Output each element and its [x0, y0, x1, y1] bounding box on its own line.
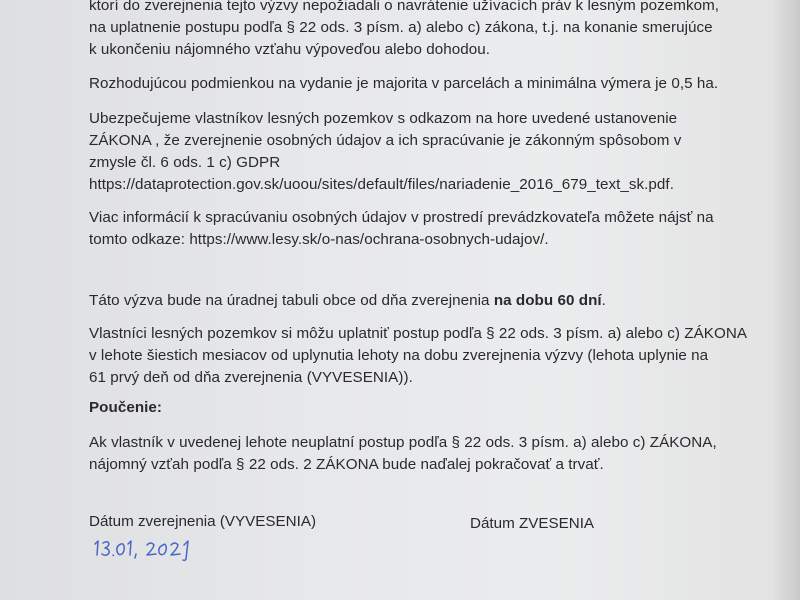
text-line: [89, 290, 749, 312]
paragraph-3: [89, 108, 749, 196]
date-published-label: Dátum zverejnenia (VYVESENIA): [89, 513, 317, 530]
page-shadow: [772, 0, 800, 600]
paragraph-4: [89, 207, 749, 251]
text-line: nájomný vzťah podľa § 22 ods. 2 ZÁKONA bude naďalej pokračovať a trvať.: [89, 456, 604, 473]
text-line: Rozhodujúcou podmienkou na vydanie je majorita v parcelách a minimálna výmera je 0,5 ha.: [89, 75, 719, 92]
poucenie-heading: [89, 397, 749, 419]
date-removed-label: Dátum ZVESENIA: [470, 515, 595, 532]
paragraph-7: [89, 432, 749, 476]
paragraph-2: [89, 73, 749, 95]
paragraph-6: [89, 323, 749, 389]
lesy-link-line[interactable]: tomto odkaze: https://www.lesy.sk/o-nas/ochrana-osobnych-udajov/.: [89, 231, 549, 248]
heading-text: Poučenie:: [89, 399, 163, 416]
text-line: v lehote šiestich mesiacov od uplynutia lehoty na dobu zverejnenia výzvy (lehota uplynie na: [89, 347, 709, 364]
text-line: Ak vlastník v uvedenej lehote neuplatní postup podľa § 22 ods. 3 písm. a) alebo c) ZÁKONA,: [89, 434, 717, 451]
text-line: ZÁKONA , že zverejnenie osobných údajov a ich spracúvanie je zákonným spôsobom v: [89, 132, 682, 149]
handwritten-date: [92, 534, 222, 562]
text-line: zmysle čl. 6 ods. 1 c) GDPR: [89, 154, 281, 171]
notice-text: Táto výzva bude na úradnej tabuli obce od dňa zverejnenia: [89, 292, 494, 309]
gdpr-link[interactable]: https://dataprotection.gov.sk/uoou/sites/default/files/nariadenie_2016_679_text_sk.pdf.: [89, 176, 674, 193]
text-line: Vlastníci lesných pozemkov si môžu uplatniť postup podľa § 22 ods. 3 písm. a) alebo c) ZÁKONA: [89, 325, 748, 342]
text-line: na uplatnenie postupu podľa § 22 ods. 3 písm. a) alebo c) zákona, t.j. na konanie smerujúce: [89, 19, 713, 36]
notice-duration: na dobu 60 dní: [493, 292, 602, 309]
paragraph-1: [89, 0, 749, 61]
text-line: k ukončeniu nájomného vzťahu výpoveďou alebo dohodou.: [89, 41, 491, 58]
text-line: ktorí do zverejnenia tejto výzvy nepožiadali o navrátenie užívacích práv k lesným pozemkom,: [89, 0, 720, 14]
paragraph-5: [89, 290, 749, 312]
text-line: Ubezpečujeme vlastníkov lesných pozemkov s odkazom na hore uvedené ustanovenie: [89, 110, 678, 127]
text-line: 61 prvý deň od dňa zverejnenia (VYVESENIA)).: [89, 369, 413, 386]
notice-period: .: [601, 292, 606, 309]
text-line: Viac informácií k spracúvaniu osobných údajov v prostredí prevádzkovateľa môžete nájsť na: [89, 209, 714, 226]
